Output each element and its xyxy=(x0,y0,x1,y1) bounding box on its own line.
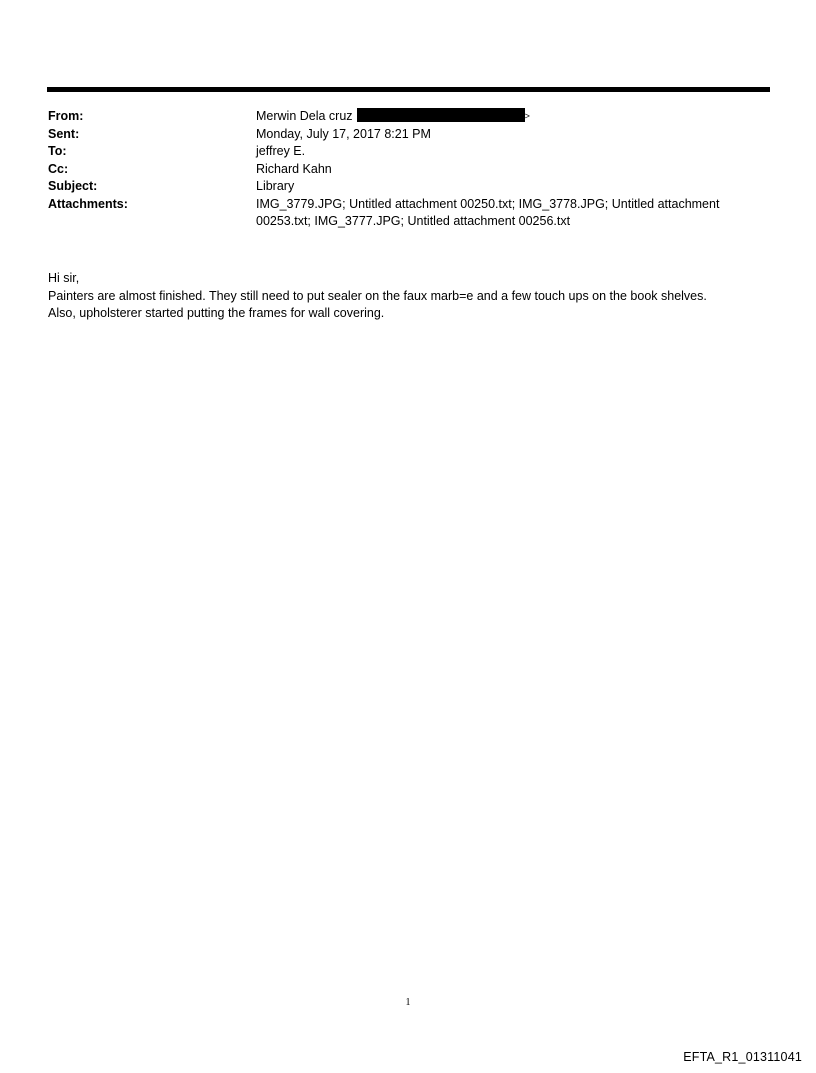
email-header xyxy=(48,108,768,231)
attachments-label: Attachments: xyxy=(48,196,128,211)
from-row xyxy=(48,108,768,126)
from-label: From: xyxy=(48,109,84,123)
from-suffix: > xyxy=(524,111,530,121)
sent-label: Sent: xyxy=(48,126,80,141)
header-divider xyxy=(47,87,770,92)
subject-row xyxy=(48,178,768,196)
body-line-2: Also, upholsterer started putting the frames for wall covering. xyxy=(48,306,385,320)
redaction-block xyxy=(357,108,525,122)
sent-value: Monday, July 17, 2017 8:21 PM xyxy=(256,126,431,141)
sent-row xyxy=(48,126,768,144)
from-value-container xyxy=(256,108,768,126)
email-body xyxy=(48,270,778,323)
to-value: jeffrey E. xyxy=(256,144,306,158)
attachments-row xyxy=(48,196,768,231)
from-value: Merwin Dela cruz xyxy=(256,109,353,123)
body-greeting: Hi sir, xyxy=(48,271,80,285)
attachments-value: IMG_3779.JPG; Untitled attachment 00250.txt; IMG_3778.JPG; Untitled attachment 00253.txt; IMG_3777.JPG; Untitled attachment 00256.txt xyxy=(256,196,720,228)
to-row xyxy=(48,143,768,161)
cc-label: Cc: xyxy=(48,161,69,176)
subject-value: Library xyxy=(256,179,295,193)
cc-row xyxy=(48,161,768,179)
document-id: EFTA_R1_01311041 xyxy=(683,1050,802,1064)
page-number: 1 xyxy=(405,997,411,1008)
to-label: To: xyxy=(48,144,67,158)
subject-label: Subject: xyxy=(48,179,98,193)
body-line-1: Painters are almost finished. They still need to put sealer on the faux marb=e and a few touch ups on the book shelves. xyxy=(48,288,707,303)
cc-value: Richard Kahn xyxy=(256,161,332,176)
